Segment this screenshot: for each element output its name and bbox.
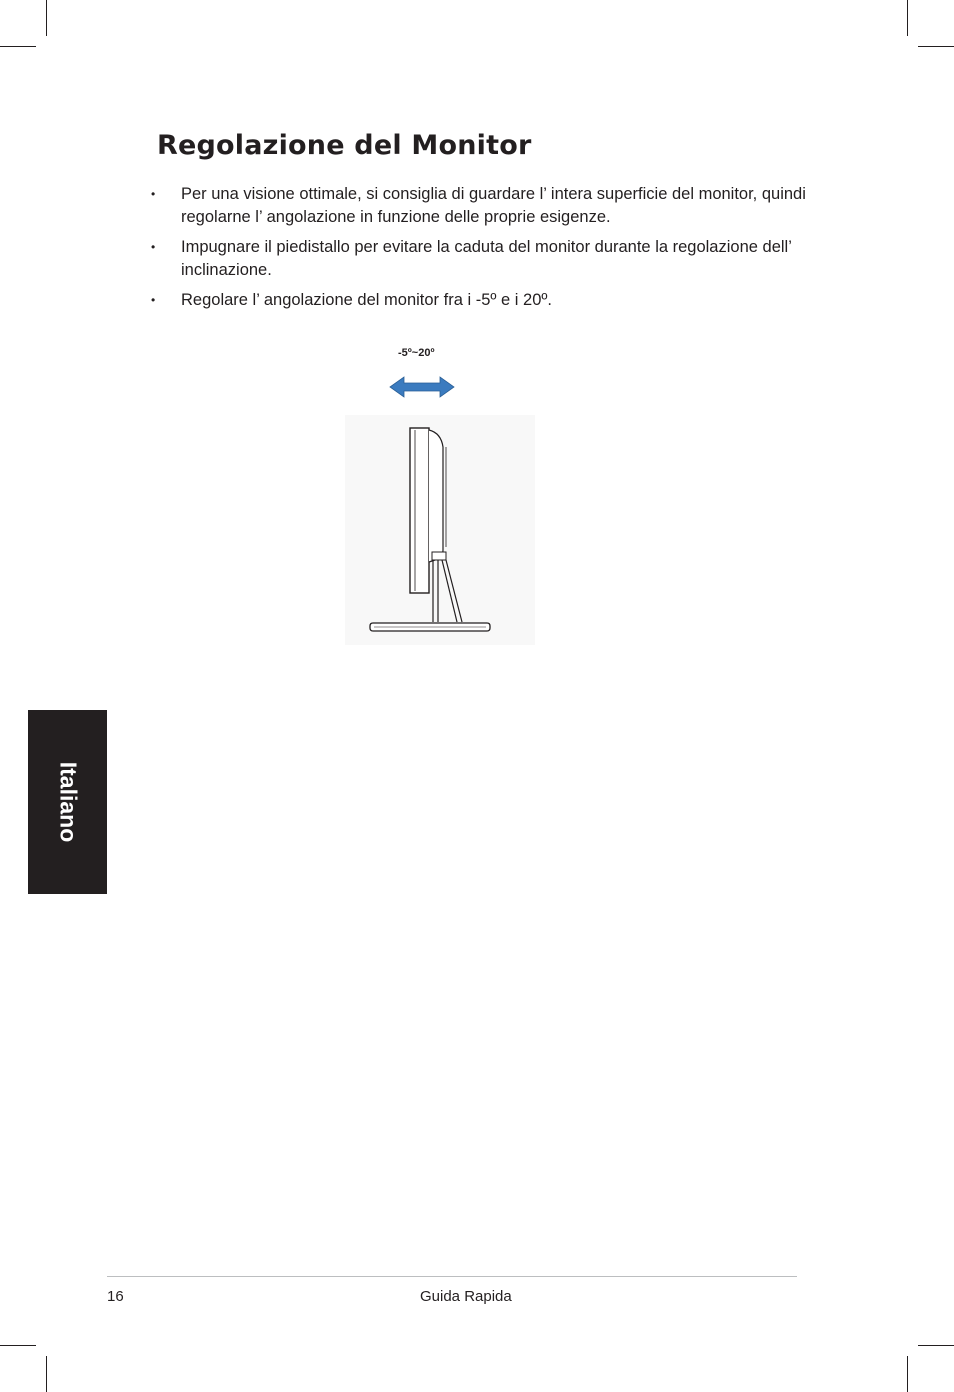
crop-mark — [907, 0, 908, 36]
crop-mark — [918, 46, 954, 47]
list-item-text: Per una visione ottimale, si consiglia di guardare l’ intera superficie del monitor, quindi regolarne l’ angolazione in funzione delle proprie esigenze. — [181, 185, 806, 226]
list-item — [148, 236, 808, 282]
footer-divider — [107, 1276, 797, 1277]
bullet-icon: • — [151, 187, 156, 201]
monitor-side-view-illustration — [345, 415, 535, 645]
crop-mark — [46, 0, 47, 36]
language-tab-label: Italiano — [55, 761, 81, 843]
guide-name: Guida Rapida — [420, 1288, 512, 1305]
double-headed-arrow-icon — [388, 374, 456, 400]
crop-mark — [0, 46, 36, 47]
crop-mark — [0, 1345, 36, 1346]
list-item — [148, 183, 808, 229]
list-item-text: Regolare l’ angolazione del monitor fra i -5º e i 20º. — [181, 291, 552, 309]
page-number: 16 — [107, 1288, 124, 1305]
list-item-text: Impugnare il piedistallo per evitare la caduta del monitor durante la regolazione dell’ inclinazione. — [181, 238, 792, 279]
page-title: Regolazione del Monitor — [157, 130, 532, 161]
crop-mark — [46, 1356, 47, 1392]
instruction-list — [148, 183, 808, 319]
bullet-icon: • — [151, 293, 156, 307]
tilt-angle-label: -5º~20º — [398, 347, 435, 359]
list-item — [148, 289, 808, 312]
language-tab — [28, 710, 107, 894]
bullet-icon: • — [151, 240, 156, 254]
crop-mark — [907, 1356, 908, 1392]
crop-mark — [918, 1345, 954, 1346]
